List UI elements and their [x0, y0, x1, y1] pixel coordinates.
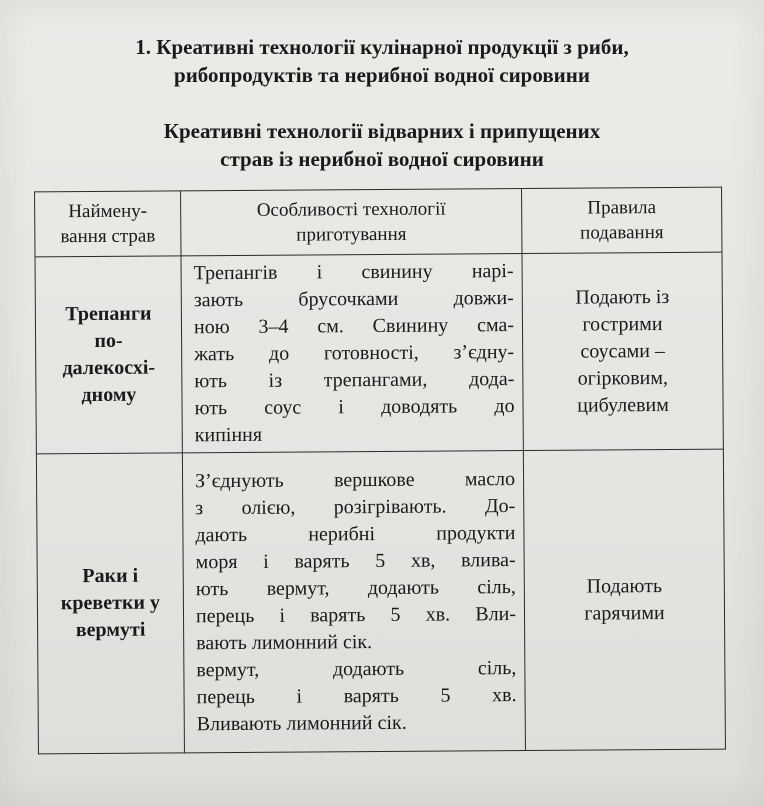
technology-cell: Трепангів і свинину нарі- зають брусочками довжи- ною 3–4 см. Свинину сма- жать до готовності, з’єдну- ють із трепангами, дода- ють соус і доводять до кипіння	[181, 254, 523, 453]
subsection-title-line-1: Креативні технології відварних і припущених	[163, 119, 601, 143]
dish-name-cell: Раки і креветки у вермуті	[36, 453, 184, 754]
header-serving-rules: Правила подавання	[522, 187, 722, 253]
subsection-title-line-2: страв із нерибної водної сировини	[220, 147, 544, 171]
section-title-line-2: рибопродуктів та нерибної водної сировини	[174, 63, 590, 87]
recipes-table	[34, 187, 726, 755]
subsection-title	[0, 117, 764, 173]
table-row	[35, 252, 723, 454]
serving-cell: Подають із гострими соусами – огірковим, цибулевим	[522, 252, 723, 450]
table-row	[36, 449, 725, 754]
section-title-line-1: 1. Креативні технології кулінарної продукції з риби,	[135, 35, 629, 59]
dish-name-cell: Трепанги по- далекосхі- дному	[35, 256, 182, 454]
table-header-row	[35, 187, 722, 257]
header-dish-name: Наймену- вання страв	[35, 191, 181, 257]
section-title	[0, 33, 764, 89]
serving-cell: Подають гарячими	[523, 449, 725, 750]
technology-cell: З’єднують вершкове масло з олією, розігрівають. До- дають нерибні продукти моря і варять 5 хв, влива- ють вермут, додають сіль, перець і варять 5 хв. Вли- вають лимонний сік. вермут, додають сіль, перець і варять 5 хв. Вливають лимонний сік.	[182, 450, 525, 752]
header-technology: Особливості технології приготування	[181, 189, 522, 256]
